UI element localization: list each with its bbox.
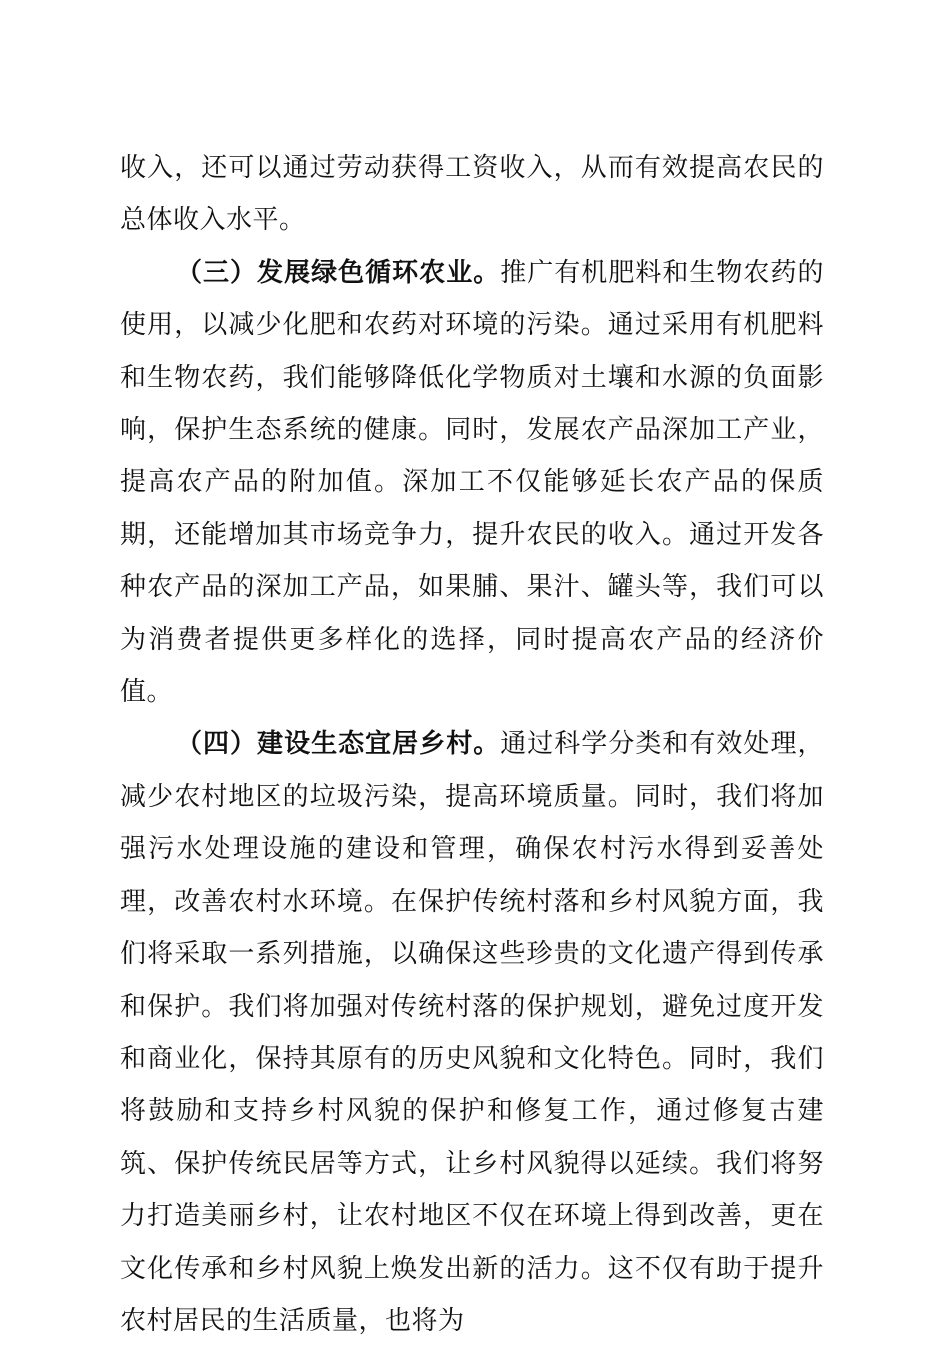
paragraph-ecological-livable-village	[120, 718, 824, 1347]
paragraph-text: 通过科学分类和有效处理，减少农村地区的垃圾污染，提高环境质量。同时，我们将加强污水处理设施的建设和管理，确保农村污水得到妥善处理，改善农村水环境。在保护传统村落和乡村风貌方面，我们将采取一系列措施，以确保这些珍贵的文化遗产得到传承和保护。我们将加强对传统村落的保护规划，避免过度开发和商业化，保持其原有的历史风貌和文化特色。同时，我们将鼓励和支持乡村风貌的保护和修复工作，通过修复古建筑、保护传统民居等方式，让乡村风貌得以延续。我们将努力打造美丽乡村，让农村地区不仅在环境上得到改善，更在文化传承和乡村风貌上焕发出新的活力。这不仅有助于提升农村居民的生活质量，也将为	[120, 729, 824, 1336]
paragraph-income-continuation	[120, 142, 824, 247]
paragraph-text: 推广有机肥料和生物农药的使用，以减少化肥和农药对环境的污染。通过采用有机肥料和生物农药，我们能够降低化学物质对土壤和水源的负面影响，保护生态系统的健康。同时，发展农产品深加工产业，提高农产品的附加值。深加工不仅能够延长农产品的保质期，还能增加其市场竞争力，提升农民的收入。通过开发各种农产品的深加工产品，如果脯、果汁、罐头等，我们可以为消费者提供更多样化的选择，同时提高农产品的经济价值。	[120, 257, 824, 708]
section-heading-three: （三）发展绿色循环农业。	[176, 257, 501, 288]
document-body	[120, 142, 824, 1347]
paragraph-green-circular-agriculture	[120, 247, 824, 719]
section-heading-four: （四）建设生态宜居乡村。	[176, 729, 501, 760]
paragraph-text: 收入，还可以通过劳动获得工资收入，从而有效提高农民的总体收入水平。	[120, 153, 824, 236]
